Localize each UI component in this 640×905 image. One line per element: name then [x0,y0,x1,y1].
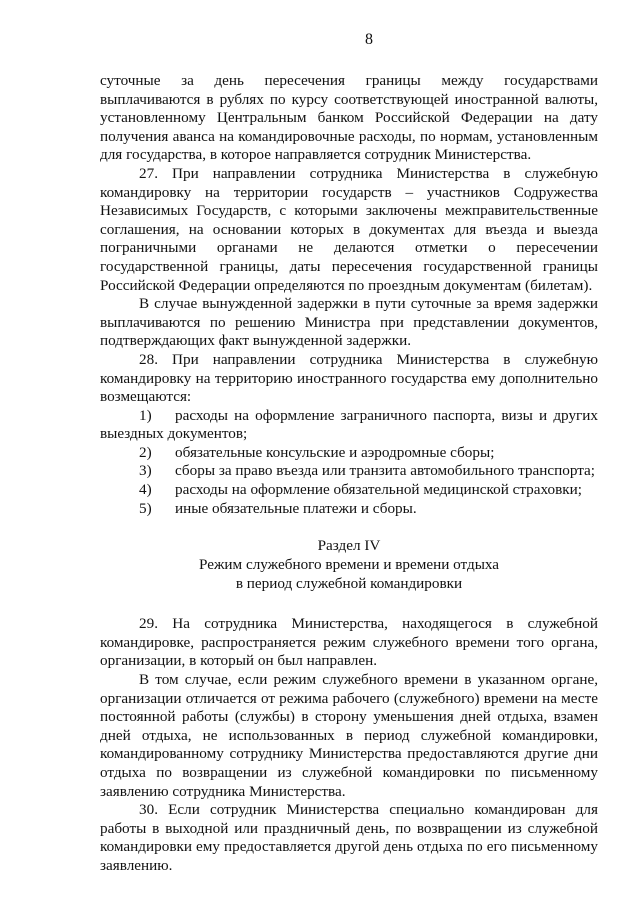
paragraph-delay: В случае вынужденной задержки в пути суточные за время задержки выплачиваются по решению Министра при представлении документов, подтверждающих факт вынужденной задержки. [100,295,598,350]
list-number: 5) [139,499,152,517]
paragraph-rest-days: В том случае, если режим служебного времени в указанном органе, организации отличается от режима рабочего (служебного) времени на месте постоянной работы (службы) в сторону уменьшения дней отдыха, взамен дней отдыха, не использованных в период служебной командировки, командированному сотруднику Министерства предоставляются другие дни отдыха по возвращении из служебной командировки по письменному заявлению сотрудника Министерства. [100,671,598,800]
list-text: расходы на оформление заграничного паспорта, визы и других выездных документов; [100,406,598,443]
paragraph-29: 29. На сотрудника Министерства, находящегося в служебной командировке, распространяется режим служебного времени того органа, организации, в который он был направлен. [100,615,598,670]
list-number: 4) [139,481,152,499]
paragraph-30: 30. Если сотрудник Министерства специально командирован для работы в выходной или праздничный день, по возвращении из служебной командировки ему предоставляется другой день отдыха по его письменному заявлению. [100,801,598,874]
list-item [100,407,598,444]
list-text: обязательные консульские и аэродромные сборы; [175,443,495,461]
section-title-line2: в период служебной командировки [235,575,463,593]
list-item [100,444,598,463]
section-title-line1: Режим служебного времени и времени отдыха [198,556,500,574]
list-number: 1) [139,406,152,424]
paragraph-continuation: суточные за день пересечения границы между государствами выплачиваются в рублях по курсу соответствующей иностранной валюты, установленному Центральным банком Российской Федерации на дату получения аванса на командировочные расходы, по нормам, установленным для государства, в которое направляется сотрудник Министерства. [100,72,598,164]
page-number: 8 [365,31,373,48]
list-item [100,481,598,500]
list-item [100,500,598,519]
reimbursement-list [100,407,598,519]
paragraph-28: 28. При направлении сотрудника Министерства в служебную командировку на территорию иностранного государства ему дополнительно возмещаются: [100,350,598,406]
list-text: иные обязательные платежи и сборы. [175,499,417,517]
list-number: 3) [139,462,152,480]
list-item [100,462,598,481]
list-text: сборы за право въезда или транзита автомобильного транспорта; [175,462,595,480]
paragraph-27: 27. При направлении сотрудника Министерства в служебную командировку на территории государств – участников Содружества Независимых Государств, с которыми заключены межправительственные соглашения, на основании которых в документах для въезда и выезда пограничными органами не делаются отметки о пересечении государственной границы, даты пересечения государственной границы Российской Федерации определяются по проездным документам (билетам). [100,164,598,294]
list-text: расходы на оформление обязательной медицинской страховки; [175,481,583,499]
list-number: 2) [139,443,152,461]
section-label: Раздел IV [317,537,381,555]
